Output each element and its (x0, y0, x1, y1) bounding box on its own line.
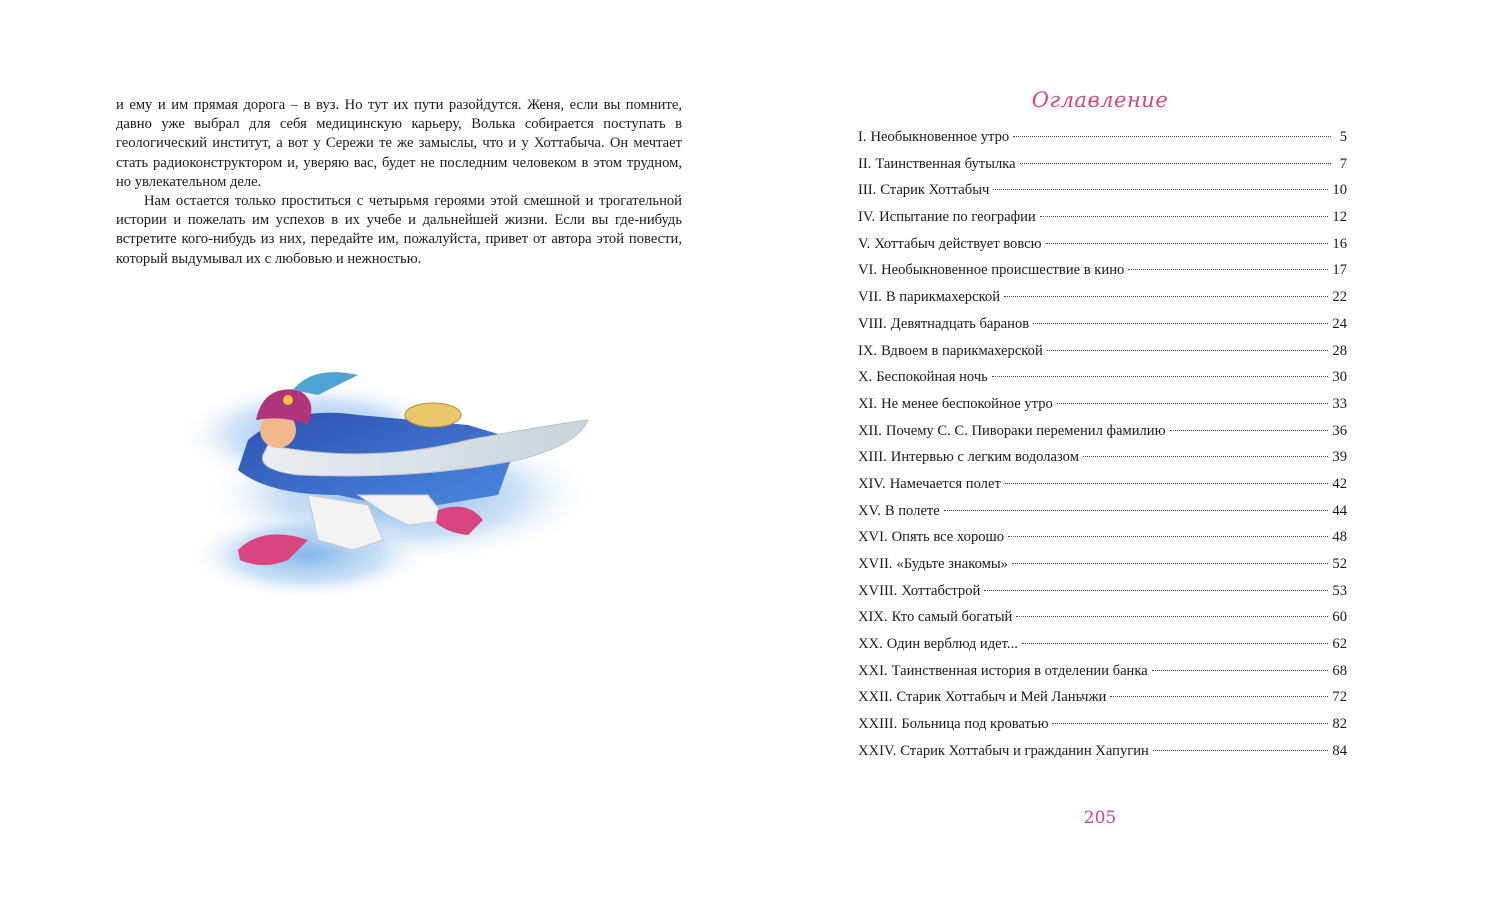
toc-leader-dots (1012, 563, 1328, 564)
toc-chapter-number: XVI. (858, 529, 888, 546)
toc-entry (858, 711, 1347, 738)
toc-chapter-title: Почему С. С. Пивораки переменил фамилию (885, 422, 1166, 439)
toc-chapter-number: VI. (858, 262, 878, 279)
toc-chapter-number: XV. (858, 502, 881, 519)
toc-page-number: 7 (1339, 155, 1347, 172)
toc-page-number: 12 (1332, 209, 1347, 226)
toc-page-number: 72 (1332, 689, 1347, 706)
toc-entry (858, 524, 1347, 551)
paragraph-2: Нам остается только проститься с четырьмя героями этой смешной и трогательной истории и пожелать им успехов в их учебе и дальнейшей жизни. Если вы где-нибудь встретите кого-нибудь из них, передайте им, пожалуйста, привет от автора этой повести, который выдумывал их с любовью и нежностью. (116, 193, 682, 267)
toc-leader-dots (1152, 670, 1329, 671)
toc-leader-dots (1004, 296, 1328, 297)
toc-chapter-number: X. (858, 369, 873, 386)
toc-chapter-number: IX. (858, 342, 878, 359)
toc-chapter-number: XIII. (858, 449, 887, 466)
toc-chapter-number: XVII. (858, 556, 893, 572)
hat-shape (405, 403, 461, 427)
toc-leader-dots (1013, 136, 1331, 137)
toc-chapter-number: XXIV. (858, 742, 897, 759)
toc-chapter-title: «Будьте знакомы» (896, 556, 1008, 572)
toc-page-number: 53 (1332, 582, 1347, 599)
toc-entry (858, 631, 1347, 658)
toc-chapter-title: Один верблюд идет... (886, 636, 1018, 653)
toc-leader-dots (1110, 696, 1328, 697)
toc-page-number: 24 (1332, 315, 1347, 332)
toc-entry (858, 284, 1347, 311)
toc-chapter-title: Беспокойная ночь (876, 369, 988, 386)
toc-entry (858, 391, 1347, 418)
toc-entry (858, 498, 1347, 525)
toc-entry (858, 231, 1347, 258)
toc-entry (858, 471, 1347, 498)
toc-chapter-title: Не менее беспокойное утро (881, 395, 1053, 412)
toc-leader-dots (1033, 323, 1328, 324)
toc-leader-dots (1153, 750, 1329, 751)
toc-chapter-title: Больница под кроватью (901, 716, 1049, 733)
toc-leader-dots (1052, 723, 1328, 724)
cloud-shape (188, 510, 428, 600)
toc-leader-dots (1128, 269, 1328, 270)
toc-chapter-number: I. (858, 129, 867, 145)
toc-page-number: 16 (1332, 235, 1347, 252)
toc-leader-dots (992, 376, 1329, 377)
toc-page-number: 44 (1332, 502, 1347, 519)
toc-entry (858, 257, 1347, 284)
toc-chapter-title: Кто самый богатый (891, 609, 1013, 626)
toc-leader-dots (1008, 536, 1328, 537)
toc-page-number: 5 (1339, 129, 1347, 145)
running-genie-illustration (168, 345, 618, 605)
toc-chapter-title: Необыкновенное утро (870, 129, 1010, 145)
toc-entry (858, 578, 1347, 605)
toc-page-number: 36 (1332, 422, 1347, 439)
toc-page-number: 10 (1332, 182, 1347, 199)
toc-chapter-number: XI. (858, 395, 878, 412)
toc-page-number: 48 (1332, 529, 1347, 546)
toc-entry (858, 311, 1347, 338)
toc-chapter-number: IV. (858, 209, 876, 226)
toc-leader-dots (1046, 243, 1329, 244)
toc-leader-dots (1040, 216, 1329, 217)
toc-page-number: 42 (1332, 475, 1347, 492)
toc-entry (858, 444, 1347, 471)
toc-entry (858, 658, 1347, 685)
toc-chapter-title: В парикмахерской (885, 289, 1001, 306)
turban-jewel (283, 395, 293, 405)
toc-page-number: 62 (1332, 636, 1347, 653)
left-page-text (116, 96, 682, 269)
toc-page-number: 28 (1332, 342, 1347, 359)
toc-chapter-title: В полете (884, 502, 940, 519)
toc-page-number: 52 (1332, 556, 1347, 572)
toc-chapter-number: II. (858, 155, 872, 172)
toc-chapter-number: VII. (858, 289, 882, 306)
toc-page-number: 68 (1332, 662, 1347, 679)
toc-chapter-number: XXIII. (858, 716, 898, 733)
toc-page-number: 82 (1332, 716, 1347, 733)
page-number: 205 (1083, 808, 1117, 828)
toc-chapter-title: Старик Хоттабыч и Мей Ланьчжи (896, 689, 1107, 706)
paragraph-1: и ему и им прямая дорога – в вуз. Но тут их пути разойдутся. Женя, если вы помните, давно уже выбрал для себя медицинскую карьеру, Волька собирается поступать в геологический институт, а вот у Сережи те же замыслы, что и у Хоттабыча. Он мечтает стать радиоконструктором и, уверяю вас, будет не последним человеком в этом трудном, но увлекательном деле. (116, 97, 682, 190)
toc-page-number: 84 (1332, 742, 1347, 759)
toc-leader-dots (1083, 456, 1328, 457)
toc-entry (858, 204, 1347, 231)
toc-page-number: 17 (1332, 262, 1347, 279)
toc-chapter-title: Таинственная история в отделении банка (891, 662, 1148, 679)
toc-chapter-number: XX. (858, 636, 883, 653)
toc-chapter-number: XXI. (858, 662, 888, 679)
toc-chapter-title: Вдвоем в парикмахерской (881, 342, 1043, 359)
toc-chapter-title: Испытание по географии (879, 209, 1036, 226)
toc-leader-dots (1016, 616, 1328, 617)
toc-chapter-number: XII. (858, 422, 882, 439)
toc-chapter-title: Девятнадцать баранов (890, 315, 1030, 332)
toc-leader-dots (1047, 350, 1329, 351)
toc-entry (858, 177, 1347, 204)
toc-leader-dots (1057, 403, 1329, 404)
toc-chapter-title: Опять все хорошо (891, 529, 1005, 546)
toc-chapter-title: Хоттабыч действует вовсю (874, 235, 1042, 252)
toc-entry (858, 124, 1347, 151)
toc-chapter-title: Хоттабстрой (901, 582, 981, 599)
toc-entry (858, 604, 1347, 631)
toc-chapter-title: Старик Хоттабыч и гражданин Хапугин (900, 742, 1149, 759)
toc-leader-dots (1020, 163, 1331, 164)
toc-entry (858, 151, 1347, 178)
toc-chapter-number: XIV. (858, 475, 886, 492)
toc-leader-dots (984, 590, 1328, 591)
toc-chapter-title: Необыкновенное происшествие в кино (881, 262, 1125, 279)
toc-leader-dots (993, 189, 1328, 190)
table-of-contents (858, 124, 1347, 765)
toc-chapter-title: Старик Хоттабыч (880, 182, 990, 199)
toc-leader-dots (1005, 483, 1329, 484)
toc-page-number: 33 (1332, 395, 1347, 412)
toc-leader-dots (1022, 643, 1329, 644)
toc-leader-dots (1170, 430, 1329, 431)
toc-page-number: 30 (1332, 369, 1347, 386)
toc-entry (858, 338, 1347, 365)
toc-page-number: 60 (1332, 609, 1347, 626)
toc-leader-dots (944, 510, 1329, 511)
toc-entry (858, 684, 1347, 711)
toc-entry (858, 551, 1347, 578)
toc-page-number: 39 (1332, 449, 1347, 466)
toc-chapter-title: Интервью с легким водолазом (890, 449, 1079, 466)
toc-chapter-title: Таинственная бутылка (875, 155, 1016, 172)
toc-entry (858, 364, 1347, 391)
toc-title: Оглавление (1031, 88, 1169, 112)
toc-chapter-number: III. (858, 182, 877, 199)
toc-entry (858, 738, 1347, 765)
toc-chapter-number: VIII. (858, 315, 887, 332)
toc-chapter-number: XVIII. (858, 582, 898, 599)
toc-entry (858, 418, 1347, 445)
toc-chapter-title: Намечается полет (889, 475, 1001, 492)
toc-page-number: 22 (1332, 289, 1347, 306)
toc-chapter-number: XXII. (858, 689, 893, 706)
toc-chapter-number: V. (858, 235, 871, 252)
toc-chapter-number: XIX. (858, 609, 888, 626)
